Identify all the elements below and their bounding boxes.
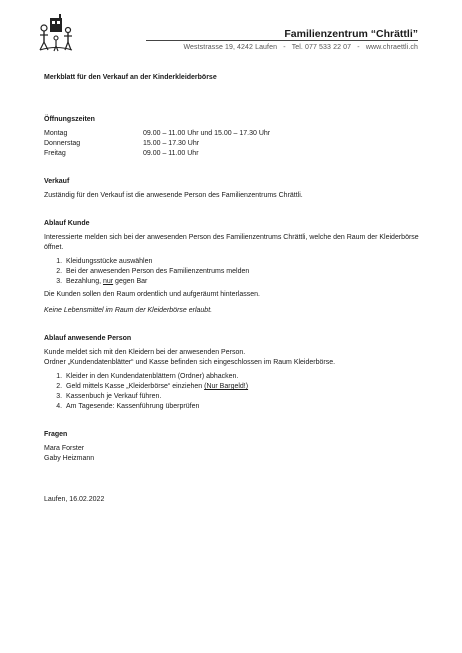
- list-item: 3. Kassenbuch je Verkauf führen.: [64, 392, 422, 402]
- list-item: [64, 277, 422, 287]
- organization-title: Familienzentrum “Chrättli”: [284, 28, 418, 40]
- contact-line: [183, 44, 418, 51]
- phone-text: Tel. 077 533 22 07: [291, 44, 352, 51]
- contact-name: Gaby Heizmann: [44, 455, 95, 462]
- separator-text: -: [283, 44, 286, 51]
- ablauf-person-line1: Kunde meldet sich mit den Kleidern bei der anwesenden Person.: [44, 349, 246, 356]
- time-cell: 15.00 – 17.30 Uhr: [143, 140, 200, 147]
- ablauf-person-list: [44, 372, 422, 412]
- verkauf-heading: Verkauf: [44, 178, 70, 185]
- list-item: 1. Kleidungsstücke auswählen: [64, 257, 422, 267]
- day-cell: Montag: [44, 130, 68, 137]
- ablauf-kunde-heading: Ablauf Kunde: [44, 220, 90, 227]
- verkauf-text: Zuständig für den Verkauf ist die anwesende Person des Familienzentrums Chrättli.: [44, 192, 303, 199]
- address-text: Weststrasse 19, 4242 Laufen: [183, 44, 278, 51]
- ablauf-kunde-intro: Interessierte melden sich bei der anwesenden Person des Familienzentrums Chrättli, welche den Raum der Kleiderbörse öffnet.: [44, 234, 419, 251]
- list-item: 2. Bei der anwesenden Person des Familienzentrums melden: [64, 267, 422, 277]
- document-title: Merkblatt für den Verkauf an der Kinderkleiderbörse: [44, 74, 217, 81]
- list-item: 1. Kleider in den Kundendatenblättern (Ordner) abhacken.: [64, 372, 422, 382]
- ablauf-person-line2: Ordner „Kundendatenblätter“ und Kasse befinden sich eingeschlossen im Raum Kleiderbörse.: [44, 359, 336, 366]
- fragen-heading: Fragen: [44, 431, 68, 438]
- document-body: [44, 73, 422, 505]
- ablauf-kunde-note: Die Kunden sollen den Raum ordentlich und aufgeräumt hinterlassen.: [44, 291, 260, 298]
- list-item-text: gegen Bar: [113, 278, 148, 285]
- ablauf-kunde-list: [44, 257, 422, 287]
- table-row: [44, 139, 270, 149]
- header-divider: [146, 40, 418, 41]
- table-row: [44, 129, 270, 139]
- contact-name: Mara Forster: [44, 445, 85, 452]
- separator-text: -: [357, 44, 360, 51]
- time-cell: 09.00 – 11.00 Uhr und 15.00 – 17.30 Uhr: [143, 130, 271, 137]
- list-item-text: Geld mittels Kasse „Kleiderbörse“ einziehen: [66, 383, 205, 390]
- place-date: Laufen, 16.02.2022: [44, 496, 105, 503]
- list-item: 4. Am Tagesende: Kassenführung überprüfen: [64, 402, 422, 412]
- ablauf-kunde-italic-note: Keine Lebensmittel im Raum der Kleiderbörse erlaubt.: [44, 307, 213, 314]
- time-cell: 09.00 – 11.00 Uhr: [143, 150, 199, 157]
- underlined-text: nur: [102, 278, 114, 285]
- website-link[interactable]: www.chraettli.ch: [365, 44, 418, 51]
- list-item: [64, 382, 422, 392]
- list-item-text: Bezahlung,: [66, 278, 103, 285]
- day-cell: Freitag: [44, 150, 66, 157]
- opening-hours-heading: Öffnungszeiten: [44, 116, 95, 123]
- opening-hours-table: [44, 129, 270, 159]
- ablauf-person-heading: Ablauf anwesende Person: [44, 335, 132, 342]
- underlined-text: (Nur Bargeld!): [204, 383, 249, 390]
- day-cell: Donnerstag: [44, 140, 81, 147]
- family-house-logo-icon: [36, 12, 76, 52]
- table-row: [44, 149, 270, 159]
